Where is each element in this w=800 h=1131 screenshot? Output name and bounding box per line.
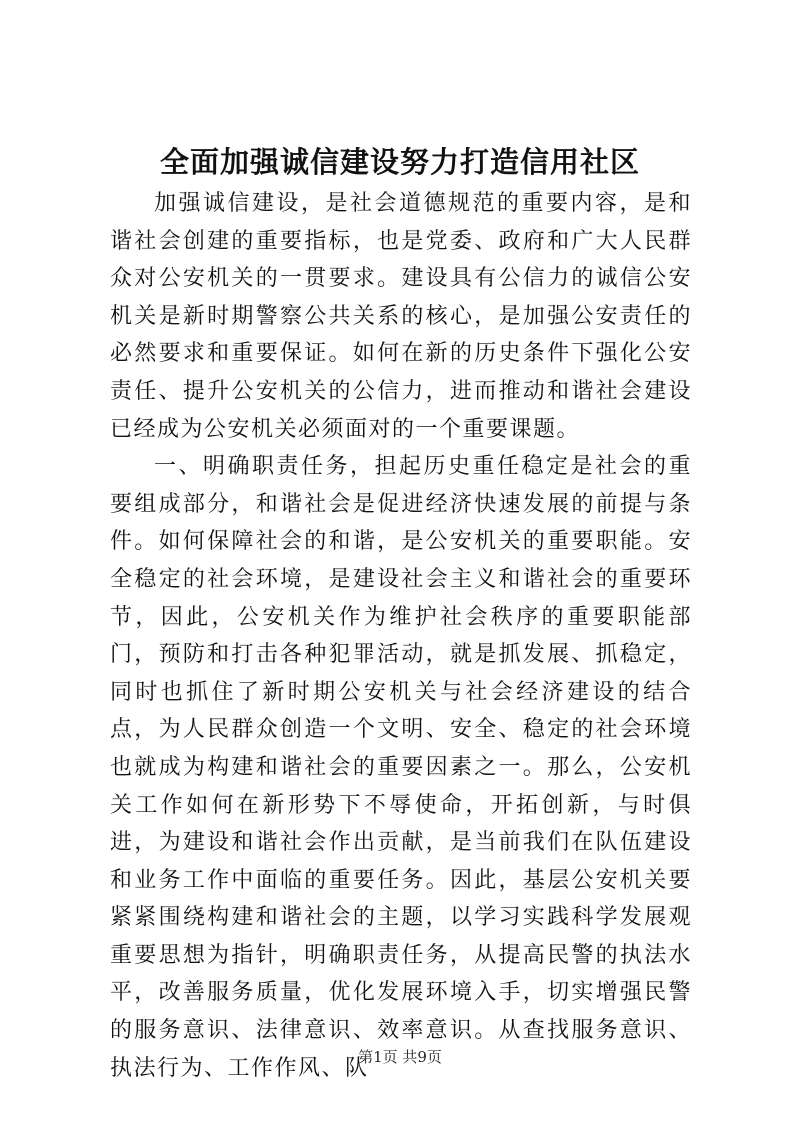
document-title: 全面加强诚信建设努力打造信用社区 [159,145,640,179]
paragraph-intro: 加强诚信建设，是社会道德规范的重要内容，是和谐社会创建的重要指标，也是党委、政府和广大人民群众对公安机关的一贯要求。建设具有公信力的诚信公安机关是新时期警察公共关系的核心，是加强公安责任的必然要求和重要保证。如何在新的历史条件下强化公安责任、提升公安机关的公信力，进而推动和谐社会建设已经成为公安机关必须面对的一个重要课题。 [110,191,692,442]
document-body [110,185,692,1087]
paragraph-section-one: 一、明确职责任务，担起历史重任稳定是社会的重要组成部分，和谐社会是促进经济快速发展的前提与条件。如何保障社会的和谐，是公安机关的重要职能。安全稳定的社会环境，是建设社会主义和谐社会的重要环节，因此，公安机关作为维护社会秩序的重要职能部门，预防和打击各种犯罪活动，就是抓发展、抓稳定，同时也抓住了新时期公安机关与社会经济建设的结合点，为人民群众创造一个文明、安全、稳定的社会环境也就成为构建和谐社会的重要因素之一。那么，公安机关工作如何在新形势下不辱使命，开拓创新，与时俱进，为建设和谐社会作出贡献，是当前我们在队伍建设和业务工作中面临的重要任务。因此，基层公安机关要紧紧围绕构建和谐社会的主题，以学习实践科学发展观重要思想为指针，明确职责任务，从提高民警的执法水平，改善服务质量，优化发展环境入手，切实增强民警的服务意识、法律意识、效率意识。从查找服务意识、执法行为、工作作风、队 [110,454,692,1081]
page-number-footer: 第1页 共9页 [358,1048,442,1066]
